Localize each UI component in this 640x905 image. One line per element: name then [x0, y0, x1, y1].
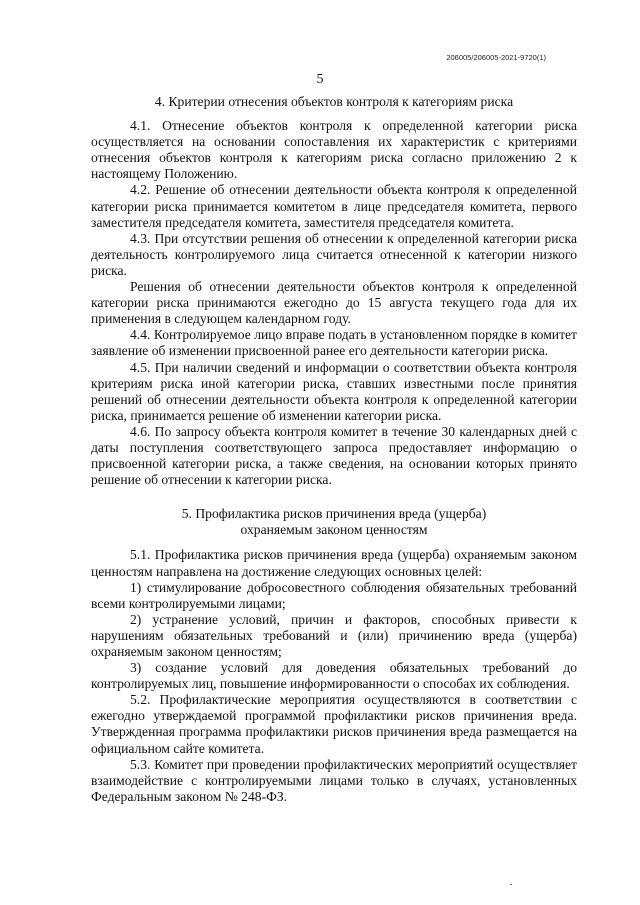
paragraph-4-4: 4.4. Контролируемое лицо вправе подать в установленном порядке в комитет заявление об изменении присвоенной ранее его деятельности категории риска.	[91, 327, 577, 359]
list-item-5-1-3: 3) создание условий для доведения обязательных требований до контролируемых лиц, повышение информированности о способах их соблюдения.	[91, 660, 577, 692]
document-id: 206005/206005-2021-9720(1)	[446, 53, 546, 62]
section-5-heading	[91, 506, 577, 538]
paragraph-4-3-decisions: Решения об отнесении деятельности объектов контроля к определенной категории риска принимаются ежегодно до 15 августа текущего года для их применения в следующем календарном году.	[91, 279, 577, 327]
section-5-heading-line-1: 5. Профилактика рисков причинения вреда (ущерба)	[181, 506, 487, 522]
page-number: 5	[316, 72, 324, 87]
list-item-5-1-2: 2) устранение условий, причин и факторов, способных привести к нарушениям обязательных требований и (или) причинению вреда (ущерба) охраняемым законом ценностям;	[91, 611, 577, 659]
paragraph-4-3: 4.3. При отсутствии решения об отнесении к определенной категории риска деятельность контролируемого лица считается отнесенной к категории низкого риска.	[91, 230, 577, 278]
document-body	[91, 94, 577, 805]
paragraph-4-6: 4.6. По запросу объекта контроля комитет в течение 30 календарных дней с даты поступления соответствующего запроса предоставляет информацию о присвоенной категории риска, а также сведения, на основании которых принято решение об отнесении к категории риска.	[91, 423, 577, 488]
paragraph-5-3: 5.3. Комитет при проведении профилактических мероприятий осуществляет взаимодействие с контролируемыми лицами только в случаях, установленных Федеральным законом № 248-ФЗ.	[91, 756, 577, 804]
paragraph-4-2: 4.2. Решение об отнесении деятельности объекта контроля к определенной категории риска принимается комитетом в лице председателя комитета, первого заместителя председателя комитета, заместителя председателя комитета.	[91, 182, 577, 230]
paragraph-5-1: 5.1. Профилактика рисков причинения вреда (ущерба) охраняемым законом ценностям направлена на достижение следующих основных целей:	[91, 547, 577, 579]
paragraph-4-1: 4.1. Отнесение объектов контроля к определенной категории риска осуществляется на основании сопоставления их характеристик с критериями отнесения объектов контроля к категориям риска согласно приложению 2 к настоящему Положению.	[91, 118, 577, 182]
paragraph-5-2: 5.2. Профилактические мероприятия осуществляются в соответствии с ежегодно утверждаемой программой профилактики рисков причинения вреда. Утвержденная программа профилактики рисков причинения вреда размещается на официальном сайте комитета.	[91, 692, 577, 756]
section-5-heading-line-2: охраняемым законом ценностям	[240, 522, 428, 538]
scan-speck	[510, 884, 512, 885]
list-item-5-1-1: 1) стимулирование добросовестного соблюдения обязательных требований всеми контролируемыми лицами;	[91, 579, 577, 611]
paragraph-4-5: 4.5. При наличии сведений и информации о соответствии объекта контроля критериям риска иной категории риска, ставших известными после принятия решений об отнесении деятельности объекта контроля к определенной категории риска, принимается решение об изменении категории риска.	[91, 359, 577, 423]
section-4-heading: 4. Критерии отнесения объектов контроля к категориям риска	[154, 94, 514, 109]
